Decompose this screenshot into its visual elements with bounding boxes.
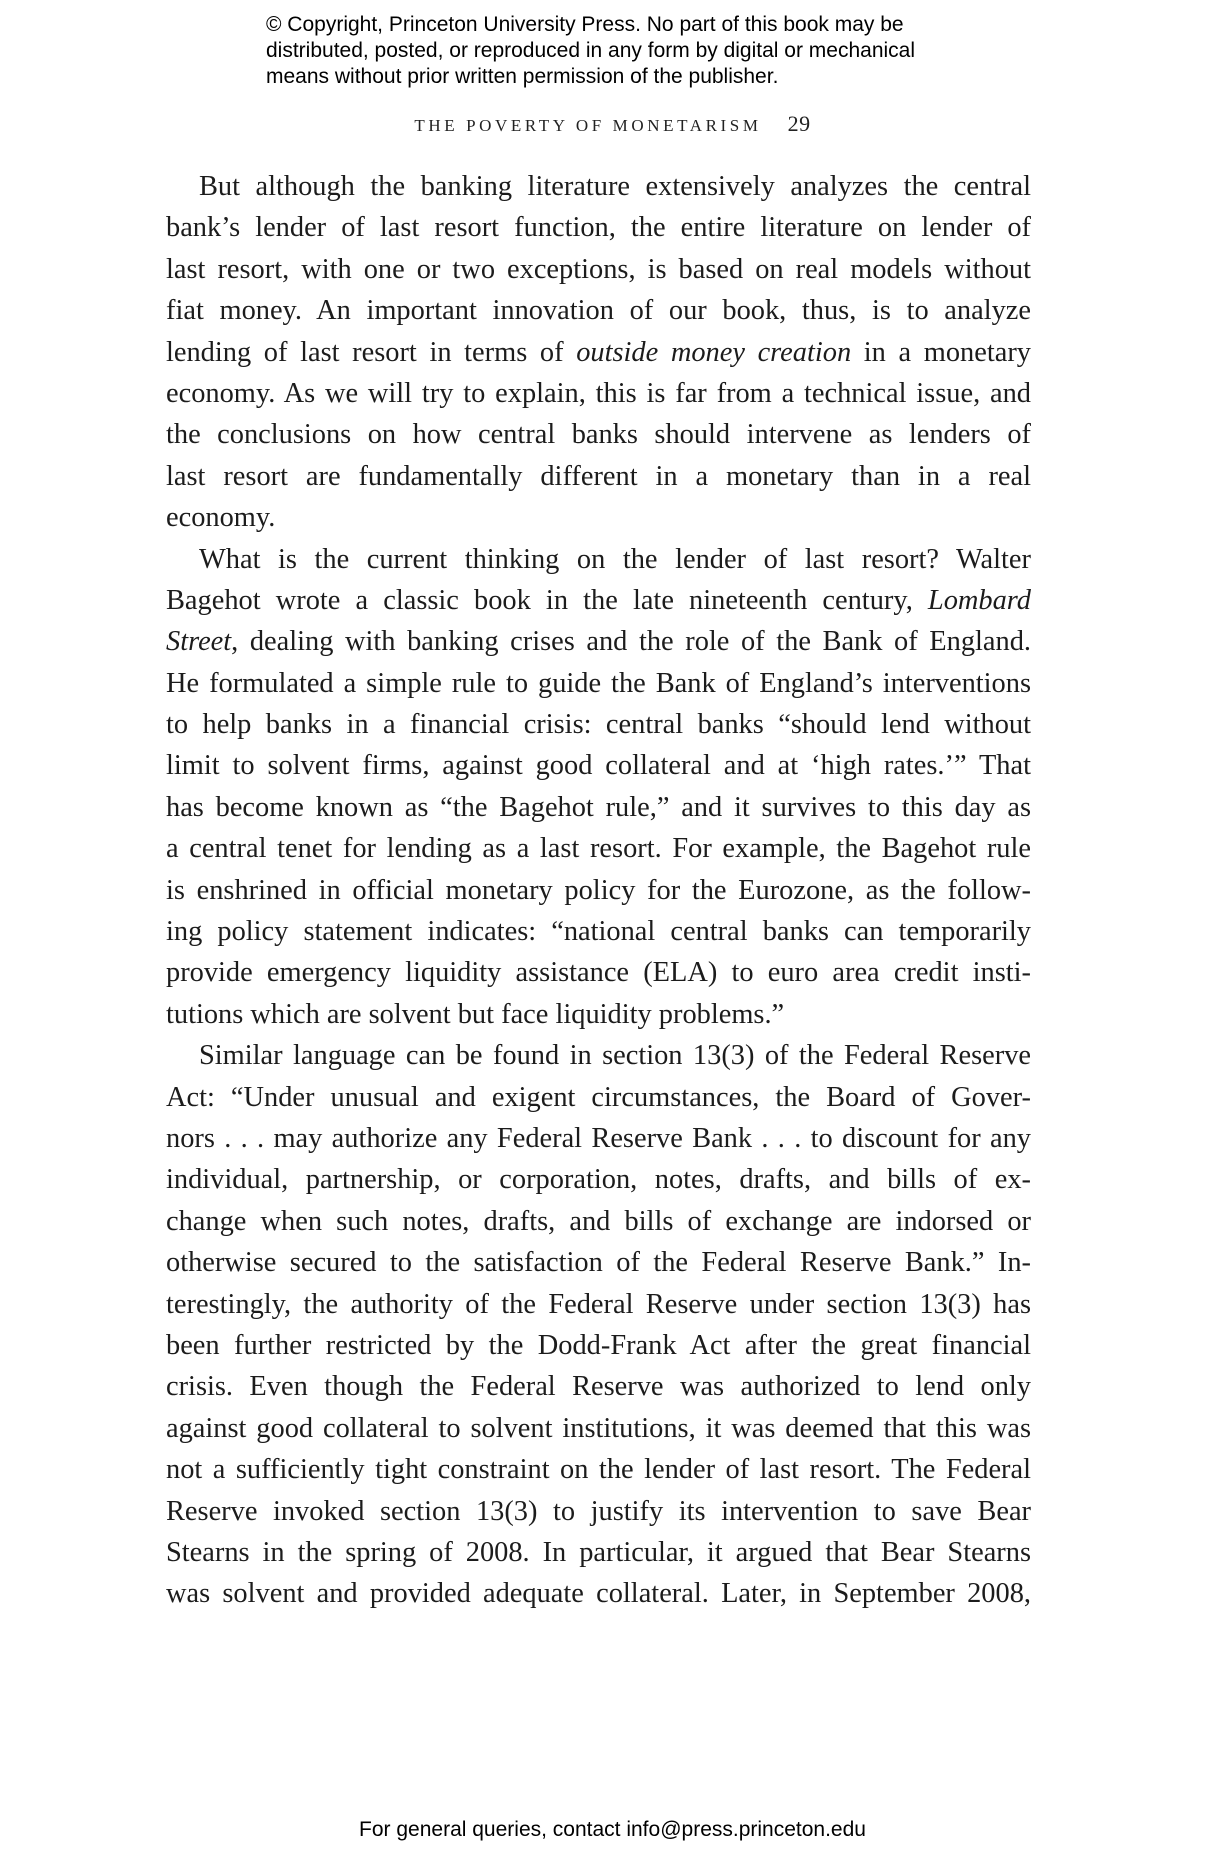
text-line: fiat money. An important innovation of our book, thus, is to analyze: [166, 295, 1031, 327]
copyright-line: © Copyright, Princeton University Press. No part of this book may be: [266, 13, 904, 36]
text-line: economy.: [166, 502, 276, 534]
text-line: tutions which are solvent but face liquidity problems.”: [166, 998, 785, 1030]
paragraph: [166, 539, 1031, 1036]
footer-text: For general queries, contact info@press.princeton.edu: [359, 1818, 866, 1841]
text-line: individual, partnership, or corporation, notes, drafts, and bills of ex-: [166, 1164, 1031, 1196]
text-line: not a sufficiently tight constraint on the lender of last resort. The Federal: [166, 1454, 1031, 1486]
text-line: Similar language can be found in section 13(3) of the Federal Reserve: [199, 1040, 1031, 1072]
italic-title: Lombard: [927, 584, 1031, 616]
text-line: [166, 580, 1031, 621]
text-line: change when such notes, drafts, and bills of exchange are indorsed or: [166, 1205, 1031, 1237]
text-line: has become known as “the Bagehot rule,” and it survives to this day as: [166, 791, 1031, 823]
text-line: a central tenet for lending as a last resort. For example, the Bagehot rule: [166, 833, 1031, 865]
text-line: What is the current thinking on the lender of last resort? Walter: [199, 543, 1031, 575]
text-line: the conclusions on how central banks should intervene as lenders of: [166, 419, 1031, 451]
text-line: bank’s lender of last resort function, the entire literature on lender of: [166, 212, 1031, 244]
copyright-line: distributed, posted, or reproduced in any form by digital or mechanical: [266, 39, 916, 62]
text-segment: in a monetary: [851, 336, 1031, 368]
text-line: last resort, with one or two exceptions, is based on real models without: [166, 253, 1031, 285]
text-line: Reserve invoked section 13(3) to justify its intervention to save Bear: [166, 1495, 1031, 1527]
text-line: Act: “Under unusual and exigent circumstances, the Board of Gover-: [166, 1081, 1031, 1113]
paragraph: [166, 1035, 1031, 1614]
text-line: been further restricted by the Dodd-Frank Act after the great financial: [166, 1329, 1031, 1361]
copyright-notice: [266, 12, 1026, 90]
text-line: otherwise secured to the satisfaction of the Federal Reserve Bank.” In-: [166, 1247, 1031, 1279]
text-line: He formulated a simple rule to guide the Bank of England’s interventions: [166, 667, 1031, 699]
text-segment: lending of last resort in terms of: [166, 336, 577, 368]
text-line: against good collateral to solvent institutions, it was deemed that this was: [166, 1412, 1031, 1444]
text-line: to help banks in a financial crisis: central banks “should lend without: [166, 709, 1031, 741]
paragraph: [166, 166, 1031, 539]
page-number: 29: [787, 111, 811, 136]
text-line: [166, 332, 1031, 373]
copyright-line: means without prior written permission of the publisher.: [266, 65, 779, 88]
text-line: But although the banking literature extensively analyzes the central: [199, 171, 1031, 202]
text-line: terestingly, the authority of the Federal Reserve under section 13(3) has: [166, 1288, 1031, 1320]
text-line: nors . . . may authorize any Federal Reserve Bank . . . to discount for any: [166, 1122, 1031, 1154]
running-head-title: THE POVERTY OF MONETARISM: [414, 116, 762, 135]
italic-title: Street: [166, 626, 232, 658]
text-line: last resort are fundamentally different in a monetary than in a real: [166, 460, 1031, 492]
text-line: was solvent and provided adequate collateral. Later, in September 2008,: [166, 1578, 1031, 1610]
text-line: ing policy statement indicates: “national central banks can temporarily: [166, 916, 1031, 948]
italic-phrase: outside money creation: [576, 336, 852, 368]
text-segment: , dealing with banking crises and the role of the Bank of England.: [231, 626, 1031, 658]
text-line: [166, 621, 1031, 662]
text-segment: Bagehot wrote a classic book in the late nineteenth century,: [166, 584, 928, 616]
text-line: crisis. Even though the Federal Reserve was authorized to lend only: [166, 1371, 1031, 1403]
text-line: provide emergency liquidity assistance (ELA) to euro area credit insti-: [166, 957, 1031, 989]
text-line: economy. As we will try to explain, this is far from a technical issue, and: [166, 377, 1031, 409]
text-line: limit to solvent firms, against good collateral and at ‘high rates.’” That: [166, 750, 1031, 782]
text-line: Stearns in the spring of 2008. In particular, it argued that Bear Stearns: [166, 1536, 1031, 1568]
running-head: [0, 111, 1225, 137]
footer: [0, 1818, 1225, 1842]
text-line: is enshrined in official monetary policy for the Eurozone, as the follow-: [166, 874, 1031, 906]
body-text: [166, 166, 1031, 1615]
